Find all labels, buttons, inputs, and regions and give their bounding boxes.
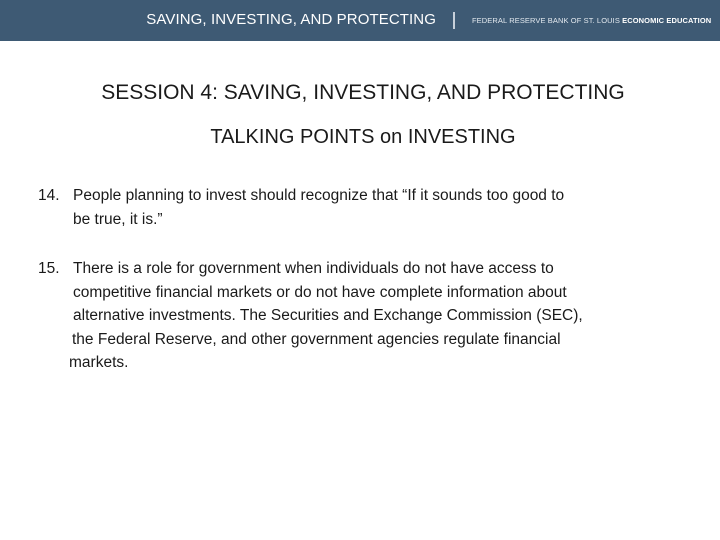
header-bar — [0, 0, 720, 41]
point-line: the Federal Reserve, and other government agencies regulate financial — [72, 330, 561, 348]
point-number: 15. — [38, 260, 60, 277]
header-brand-prefix: FEDERAL RESERVE BANK OF ST. LOUIS — [472, 16, 623, 25]
point-line: There is a role for government when individuals do not have access to — [73, 260, 554, 277]
point-line: People planning to invest should recognize that “If it sounds too good to — [73, 187, 565, 204]
point-line: markets. — [69, 354, 129, 371]
header-brand — [472, 16, 711, 25]
header-brand-suffix: ECONOMIC EDUCATION — [622, 16, 712, 25]
session-title: SESSION 4: SAVING, INVESTING, AND PROTECTING — [101, 81, 625, 104]
header-divider — [453, 12, 455, 29]
talking-point-15 — [38, 257, 688, 375]
talking-point-14 — [38, 184, 678, 231]
point-line: competitive financial markets or do not have complete information about — [73, 283, 567, 301]
talking-points-subtitle: TALKING POINTS on INVESTING — [210, 126, 516, 148]
header-title: SAVING, INVESTING, AND PROTECTING — [146, 11, 436, 28]
point-number: 14. — [38, 187, 60, 204]
point-line: be true, it is.” — [73, 210, 163, 228]
point-line: alternative investments. The Securities and Exchange Commission (SEC), — [73, 307, 583, 324]
